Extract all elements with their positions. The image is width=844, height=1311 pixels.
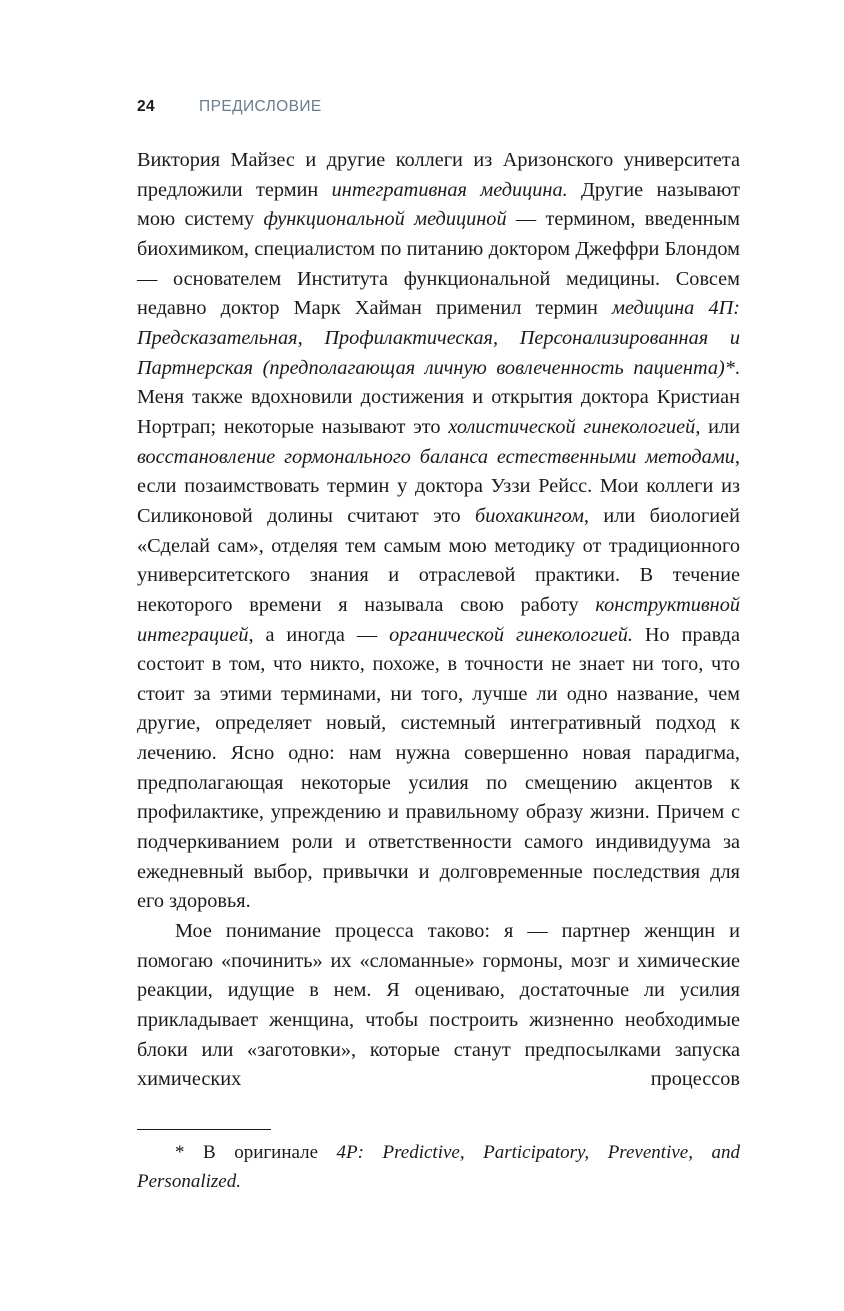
page-number: 24 [137,98,156,115]
text-segment: , или биологией «Сделай сам», отделяя тем самым мою методику от традиционного университетского знания и отраслевой практики. В течение некоторого времени я называла свою работу [137,504,741,616]
text-segment: Другие называют мою систему [137,178,740,231]
paragraph-1 [137,146,740,917]
text-segment: , или [695,415,741,438]
running-header [137,96,322,118]
text-segment: Виктория Майзес и другие коллеги из Аризонского университета предложили термин [137,149,740,201]
footnote-divider [137,1129,271,1130]
text-segment: . Меня также вдохновили достижения и открытия доктора Кристиан Нортрап; некоторые называют это [137,356,740,438]
text-segment: , если позаимствовать термин у доктора Уззи Рейсс. Мои коллеги из Силиконовой долины считают это [137,445,740,527]
italic-term: интегративная медицина. [331,178,568,201]
italic-term: медицина 4П: Предсказательная, Профилактическая, Персонализированная и Партнерская (предполагающая личную вовлеченность пациента)* [137,297,740,379]
italic-term: 4P: Predictive, Participatory, Preventive, and Personalized. [137,1142,740,1192]
text-segment: Но правда состоит в том, что никто, похоже, в точности не знает ни того, что стоит за этими терминами, ни того, лучше ли одно название, чем другие, определяет новый, системный интегративный подход к лечению. Ясно одно: нам нужна совершенно новая парадигма, предполагающая некоторые усилия по смещению акцентов к профилактике, упреждению и правильному образу жизни. Причем с подчеркиванием роли и ответственности самого индивидуума за ежедневный выбор, привычки и долговременные последствия для его здоровья. [137,623,740,913]
footnote [137,1138,740,1196]
italic-term: конструктивной интеграцией [137,593,740,646]
italic-term: восстановление гормонального баланса естественными методами [137,445,735,468]
italic-term: холистической гинекологией [448,415,696,438]
italic-term: биохакингом [475,504,584,527]
text-segment: — термином, введенным биохимиком, специалистом по питанию доктором Джеффри Блондом — основателем Института функциональной медицины. Совсем недавно доктор Марк Хайман применил термин [137,208,740,320]
italic-term: функциональной медициной [263,208,507,231]
body-text [137,146,740,1095]
text-segment: , а иногда — [248,623,390,646]
footnote-marker: * [175,1142,185,1163]
italic-term: органической гинекологией. [389,623,633,646]
text-segment: В оригинале [184,1142,337,1163]
paragraph-2: Мое понимание процесса таково: я — партнер женщин и помогаю «починить» их «сломанные» гормоны, мозг и химические реакции, идущие в нем. Я оцениваю, достаточные ли усилия прикладывает женщина, чтобы построить жизненно необходимые блоки или «заготовки», которые станут предпосылками запуска химических процессов [137,920,740,1091]
section-title: ПРЕДИСЛОВИЕ [199,98,322,115]
